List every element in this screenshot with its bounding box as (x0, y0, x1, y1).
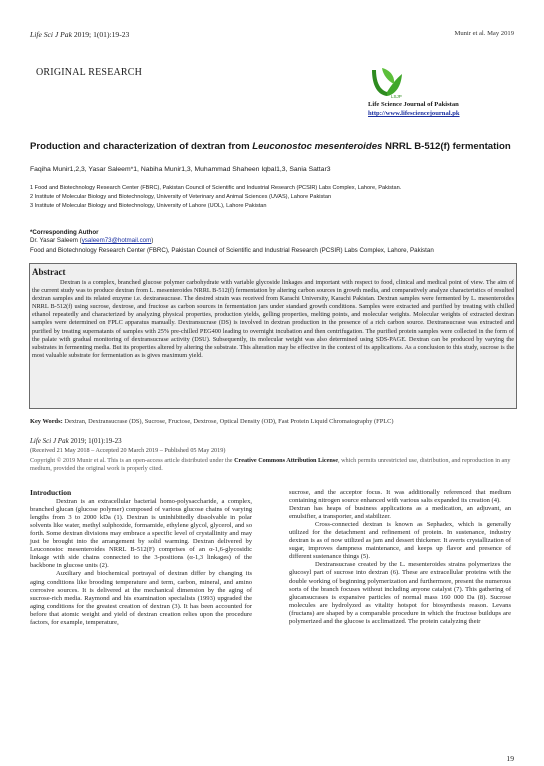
introduction-heading: Introduction (30, 488, 72, 497)
corresponding-name: Dr. Yasar Saleem (ysaleem73@hotmail.com) (30, 237, 154, 244)
journal-url-link[interactable]: http://www.lifesciencejournal.pk (368, 110, 460, 117)
article-citation: Life Sci J Pak 2019; 1(01):19-23 (30, 437, 122, 445)
affiliation-1: 1 Food and Biotechnology Research Center (FBRC), Pakistan Council of Scientific and Industrial Research (PCSIR) Labs Complex, Lahore, Pakistan. (30, 185, 402, 191)
svg-text:LSJP: LSJP (391, 94, 402, 99)
body-paragraph: Cross-connected dextran is known as Sephadex, which is generally utilized for the detachment and refinement of protein. In sustenance, industry dextran is as of now utilized as jam and dessert thickener. It averts crystallization of sugar, improves dampness maintenance, and keeps up flavor and presence of different sustenance things (5). (289, 521, 511, 561)
affiliation-3: 3 Institute of Molecular Biology and Biotechnology, University of Lahore (UOL), Lahore Pakistan (30, 203, 267, 209)
abstract-heading: Abstract (32, 267, 66, 277)
body-paragraph: Dextran is an extracellular bacterial homo-polysaccharide, a complex, branched glucan (glucose polymer) composed of various glucose chains of varying lengths from 3 to 2000 kDa (1). Dextran is uninhibitedly dissolvable in polar solvents like water, methyl sulphoxide, formamide, ethylene glycol, glycerol, and so forth. Some dextran divisions may embrace a specific level of crystallinity and may just be brought into the arrangement by solid warming. Dextran delivered by Leuconostoc mesenteroides NRRL B-512(F) comprises of an α-1,6-glycosidic linkage with side chains connected to the 3-positions (α-1,3 linkages) of the backbone in glucose units (2). (30, 498, 252, 570)
keywords: Key Words: Dextran, Dextransucrase (DS), Sucrose, Fructose, Dextrose, Optical Density (OD), Fast Protein Liquid Chromatography (FPLC) (30, 418, 394, 425)
body-paragraph: sucrose, and the acceptor focus. It was additionally referenced that medium containing nitrogen source enhanced with various salts expanded its creation (4). (289, 489, 511, 505)
abstract-text: Dextran is a complex, branched glucose polymer carbohydrate with variable glycoside linkages and important with respect to food, clinical and medical point of view. The aim of the current study was to produce dextran from L. mesenteroides NRRL B-512(f) fermentation by altering carbon sources in growth media, and comparatively analyze characteristics of resulted dextran samples and its related enzyme i.e. dextransucrase. The desired strain was received from Karachi University, Karachi Pakistan. Dextran samples were fermented by L. mesenteroides NRRL B-512(f) using sucrose, dextrose, and fructose as carbon sources in fermentation jars under standard growth conditions. Samples were extracted and purified by treating with chilled ethanol repeatedly and characterized by analyzing physical properties, production yields, gelling properties, melting points, and molecular weights. Molecular weights of extracted dextran samples were determined on FPLC apparatus manually. Dextransucrase (DS) is involved in dextran production in the presence of a rich carbon source. Dextransucrase was extracted and purified by treating supernatants of samples with 25% pre-chilled PEG400 leading to overnight incubation and then centrifugation. The purified protein samples were collected in the form of the palate with gradual monitoring of dextransucrase activity (DSU). Subsequently, its molecular weight was also determined using SDS-PAGE. Dextran can be produced by varying the substrates in fermenting media. But its properties altered by altering the substrate. This alteration may be effective in the context of its applications. As a conclusion to this study, sucrose is the most valuable substrate for fermentation as is gives maximum yield. (32, 279, 514, 359)
corresponding-heading: *Corresponding Author (30, 229, 99, 236)
body-paragraph: Dextransucrase created by the L. mesenteroides strains polymerizes the glucosyl part of sucrose into dextran (6). These are extracellular proteins with the double working of beginning polymerization and furthermore, present the numerous sorts of the branch focuses without including anyone catalyst (7). This gathering of glucansucrases is expansive particles of normal mass 160 000 Da (8). Sucrose molecules are hydrolyzed as vitality hotspot for biosynthesis reason. Levans (fructans) are shaped by a comparable procedure in which the fructose buildups are polymerized and the glucose is acclimatized. The protein catalyzing their (289, 561, 511, 625)
body-column-left (30, 489, 252, 627)
author-list: Faqiha Munir1,2,3, Yasar Saleem*1, Nabiha Munir1,3, Muhammad Shaheen Iqbal1,3, Sania Sattar3 (30, 166, 331, 173)
copyright-notice: Copyright © 2019 Munir et al. This is an open-access article distributed under the Creative Commons Attribution License, which permits unrestricted use, distribution, and reproduction in any medium, provided the original work is properly cited. (30, 457, 511, 472)
running-header-citation: Life Sci J Pak 2019; 1(01):19-23 (30, 30, 130, 39)
page-number: 19 (506, 754, 514, 763)
section-label: ORIGINAL RESEARCH (36, 67, 143, 78)
corresponding-email-link[interactable]: ysaleem73@hotmail.com (81, 237, 152, 244)
affiliation-2: 2 Institute of Molecular Biology and Biotechnology, University of Veterinary and Animal Sciences (UVAS), Lahore Pakistan (30, 194, 332, 200)
article-dates: (Received 21 May 2018 – Accepted 20 March 2019 – Published 05 May 2019) (30, 447, 226, 454)
license-link[interactable]: Creative Commons Attribution License (234, 457, 338, 464)
body-paragraph: Auxiliary and biochemical portrayal of dextran differ by changing its aging conditions like brooding temperature and term, carbon, mineral, and amino corrosive sources. It is delivered at the mechanical dimension by the aging of sucrose-rich media. Raymond and his examination specialists (1993) upgraded the aging conditions for the greatest creation of dextran (3). It has been accounted for before that atomic weight and yield of dextran creation relies upon the procedure factors, for example, temperature, (30, 570, 252, 626)
journal-name: Life Science Journal of Pakistan (368, 101, 459, 108)
corresponding-organization: Food and Biotechnology Research Center (FBRC), Pakistan Council of Scientific and Industrial Research (PCSIR) Labs Complex, Lahore, Pakistan (30, 247, 434, 254)
running-header-author: Munir et al. May 2019 (454, 30, 514, 37)
body-column-right (289, 489, 511, 626)
journal-logo-icon (368, 64, 406, 100)
body-paragraph: Dextran has heaps of business applications as a medication, an adjuvant, an emulsifier, a transporter, and stabilizer. (289, 505, 511, 521)
article-title: Production and characterization of dextran from Leuconostoc mesenteroides NRRL B-512(f) fermentation (30, 141, 511, 152)
